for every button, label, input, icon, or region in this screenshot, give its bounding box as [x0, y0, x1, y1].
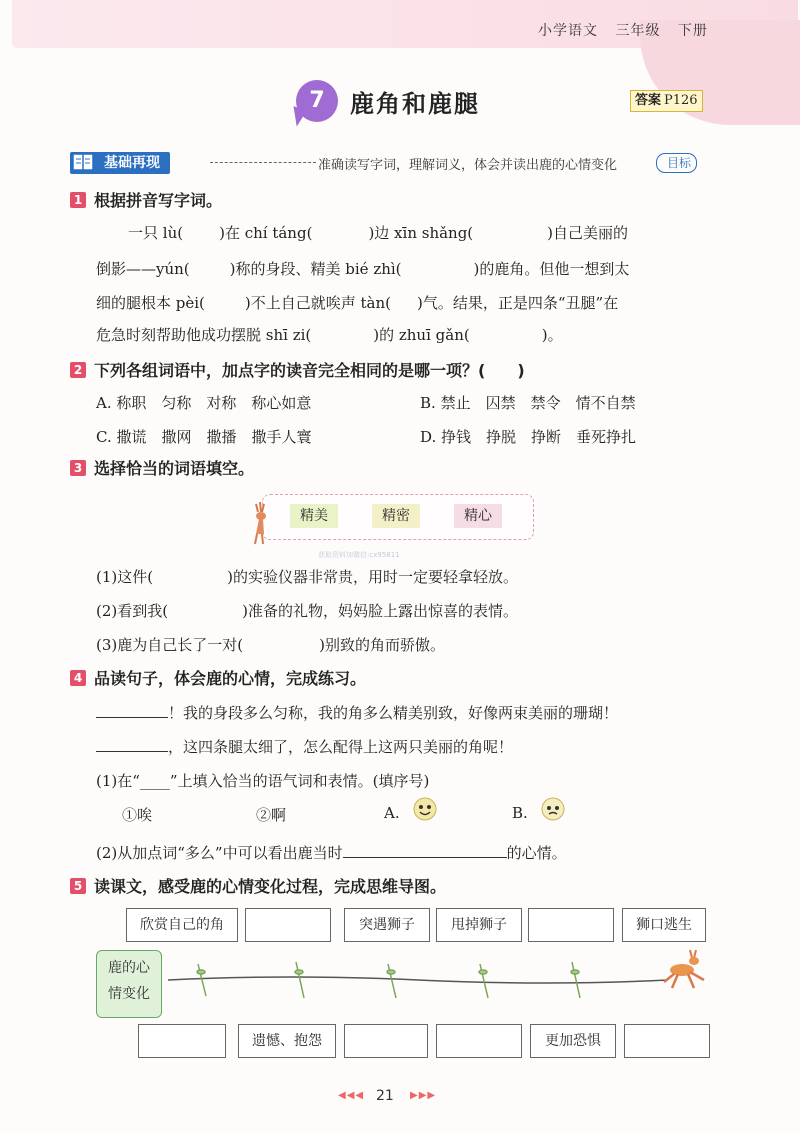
word-chip-3[interactable]: 精心	[454, 504, 502, 528]
q2-option-d[interactable]: D. 挣钱 挣脱 挣断 垂死挣扎	[420, 428, 637, 446]
q2-option-b[interactable]: B. 禁止 囚禁 禁令 情不自禁	[420, 394, 636, 412]
q2-number: 2	[70, 362, 86, 378]
map-bottom-box-1[interactable]	[138, 1024, 226, 1058]
page-number: 21	[376, 1088, 394, 1104]
map-top-box-4: 甩掉狮子	[436, 908, 522, 942]
q3-item-1: (1)这件( )的实验仪器非常贵，用时一定要轻拿轻放。	[96, 568, 518, 586]
q4-sentence-1: ！我的身段多么匀称，我的角多么精美别致，好像两束美丽的珊瑚！	[96, 702, 618, 723]
deer-icon	[246, 500, 280, 546]
q1-line-2: 倒影——yún( )称的身段、精美 bié zhì( )的鹿角。但他一想到太	[96, 260, 630, 278]
map-bottom-box-2: 遗憾、抱怨	[238, 1024, 336, 1058]
q4-sub-2: (2)从加点词“多么”中可以看出鹿当时 的心情。	[96, 844, 567, 862]
map-top-box-3: 突遇狮子	[344, 908, 430, 942]
map-top-box-6: 狮口逃生	[622, 908, 706, 942]
worried-emoji-icon	[540, 796, 566, 822]
header-meta	[538, 20, 720, 40]
q1-line-1: 一只 lù( )在 chí táng( )边 xīn shǎng( )自己美丽的	[128, 224, 629, 242]
prev-page-arrows[interactable]: ◀◀◀	[338, 1090, 365, 1101]
q3-item-3: (3)鹿为自己长了一对( )别致的角而骄傲。	[96, 636, 445, 654]
map-bottom-box-5: 更加恐惧	[530, 1024, 616, 1058]
map-top-box-5[interactable]	[528, 908, 614, 942]
word-chip-1[interactable]: 精美	[290, 504, 338, 528]
goal-tag: 目标	[656, 153, 697, 173]
q4-title: 品读句子，体会鹿的心情，完成练习。	[94, 669, 367, 688]
q2-option-c[interactable]: C. 撒谎 撒网 撒播 撒手人寰	[96, 428, 312, 446]
q4-choice-a[interactable]: A.	[384, 804, 400, 822]
header-subject: 小学语文	[538, 23, 598, 39]
header-grade: 三年级	[615, 23, 661, 39]
map-top-box-2[interactable]	[245, 908, 331, 942]
lesson-number: 7	[296, 80, 338, 122]
section-divider	[210, 162, 316, 163]
watermark: 获取资料加微信:cx95811	[318, 551, 400, 559]
answer-label: 答案	[635, 93, 662, 108]
q4-number: 4	[70, 670, 86, 686]
q4-choice-1[interactable]: ①唉	[122, 806, 153, 824]
q4-choice-b[interactable]: B.	[512, 804, 528, 822]
q3-item-2: (2)看到我( )准备的礼物，妈妈脸上露出惊喜的表情。	[96, 602, 518, 620]
q1-title: 根据拼音写字词。	[94, 191, 223, 210]
running-deer-icon	[660, 946, 708, 994]
map-bottom-box-3[interactable]	[344, 1024, 428, 1058]
q3-title: 选择恰当的词语填空。	[94, 459, 255, 478]
section-tag: 基础再现	[70, 152, 170, 174]
q5-number: 5	[70, 878, 86, 894]
word-chip-2[interactable]: 精密	[372, 504, 420, 528]
section-goal: 准确读写字词，理解词义，体会并读出鹿的心情变化	[318, 158, 618, 173]
q3-number: 3	[70, 460, 86, 476]
answer-reference[interactable]	[630, 90, 703, 112]
answer-page: P126	[664, 93, 698, 108]
book-icon	[72, 152, 94, 172]
header-volume: 下册	[677, 23, 708, 39]
map-bottom-box-4[interactable]	[436, 1024, 522, 1058]
q4-choice-2[interactable]: ②啊	[256, 806, 287, 824]
map-top-box-1: 欣赏自己的角	[126, 908, 238, 942]
q4-sentence-2: ，这四条腿太细了，怎么配得上这两只美丽的角呢！	[96, 736, 513, 757]
lesson-title: 鹿角和鹿腿	[350, 90, 480, 118]
smile-emoji-icon	[412, 796, 438, 822]
q4-sub-1: (1)在“____”上填入恰当的语气词和表情。(填序号)	[96, 772, 430, 790]
q2-option-a[interactable]: A. 称职 匀称 对称 称心如意	[96, 394, 312, 412]
map-center-label: 鹿的心 情变化	[96, 950, 162, 1018]
map-bottom-box-6[interactable]	[624, 1024, 710, 1058]
q5-title: 读课文，感受鹿的心情变化过程，完成思维导图。	[94, 877, 447, 896]
q2-title: 下列各组词语中，加点字的读音完全相同的是哪一项？( )	[94, 361, 525, 380]
mind-map-branch	[168, 960, 668, 1000]
q1-number: 1	[70, 192, 86, 208]
next-page-arrows[interactable]: ▶▶▶	[410, 1090, 437, 1101]
q1-line-4: 危急时刻帮助他成功摆脱 shī zi( )的 zhuī gǎn( )。	[96, 326, 563, 344]
q1-line-3: 细的腿根本 pèi( )不上自己就唉声 tàn( )气。结果，正是四条“丑腿”在	[96, 294, 619, 312]
